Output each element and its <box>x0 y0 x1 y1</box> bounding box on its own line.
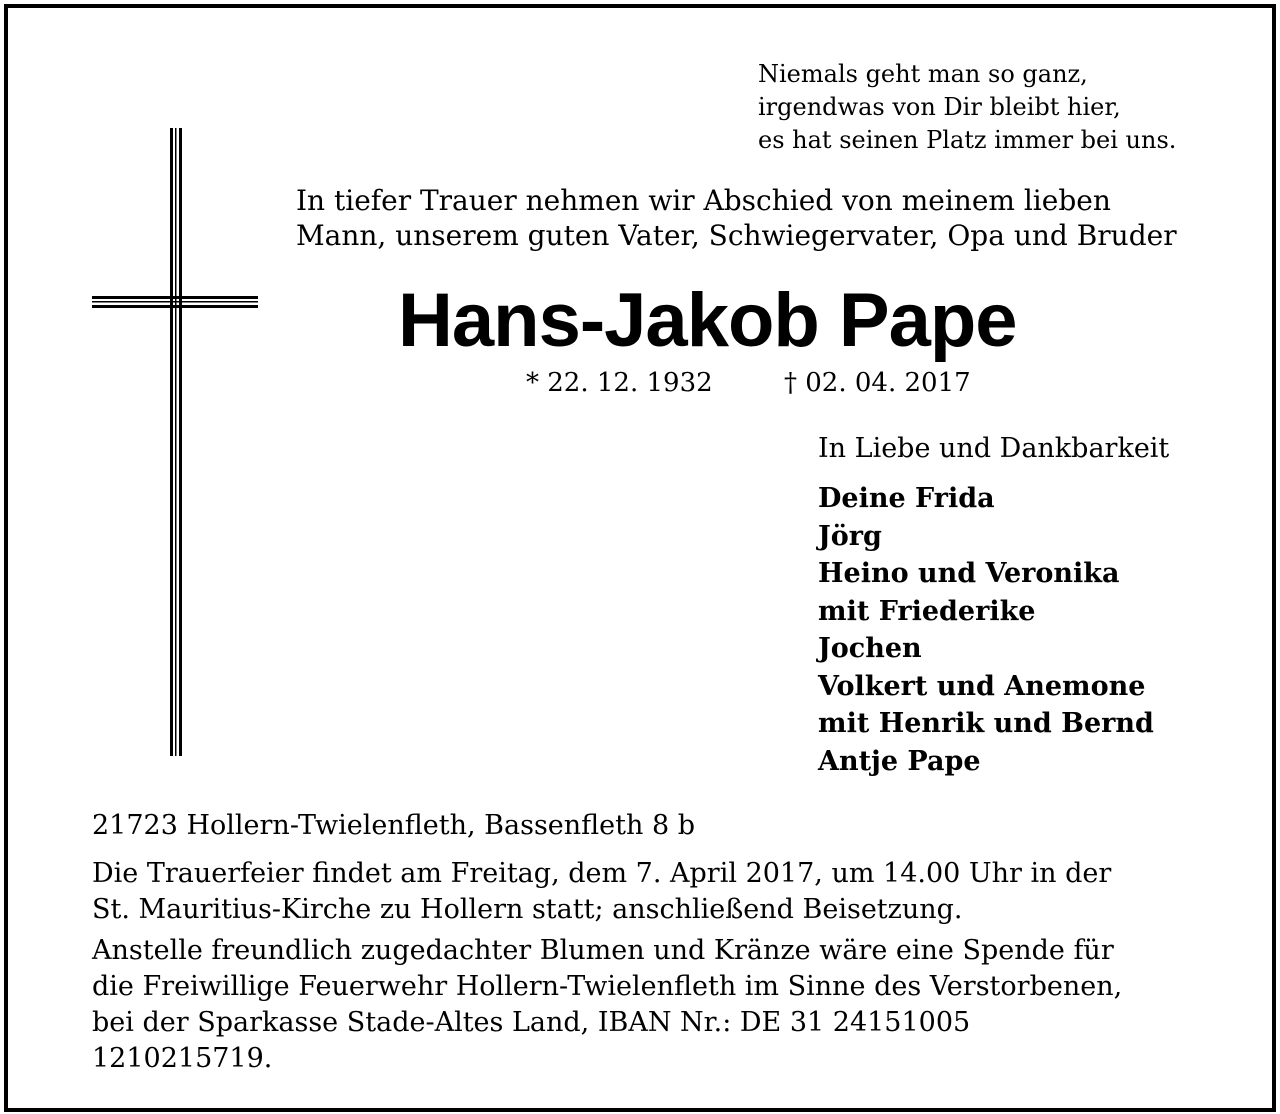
donation-line: Anstelle freundlich zugedachter Blumen und Kränze wäre eine Spende für <box>92 935 1114 966</box>
motto-verse <box>758 58 1176 157</box>
intro-line: In tiefer Trauer nehmen wir Abschied von meinem lieben <box>296 184 1111 217</box>
mourners-heading: In Liebe und Dankbarkeit <box>818 433 1170 464</box>
motto-line: es hat seinen Platz immer bei uns. <box>758 126 1177 154</box>
mourner-name: Antje Pape <box>818 745 981 777</box>
mourner-name: Deine Frida <box>818 483 995 514</box>
intro-line: Mann, unserem guten Vater, Schwiegervater, Opa und Bruder <box>296 219 1177 252</box>
obituary-frame <box>4 4 1276 1112</box>
family-address: 21723 Hollern-Twielenfleth, Bassenfleth 8 b <box>92 810 696 841</box>
birth-date: * 22. 12. 1932 <box>526 368 713 398</box>
donation-line: die Freiwillige Feuerwehr Hollern-Twielenfleth im Sinne des Verstorbenen, <box>92 971 1123 1002</box>
deceased-name: Hans-Jakob Pape <box>398 278 1017 363</box>
motto-line: irgendwas von Dir bleibt hier, <box>758 93 1121 121</box>
mourner-name: mit Friederike <box>818 595 1036 627</box>
mourner-name: Heino und Veronika <box>818 558 1120 589</box>
death-date: † 02. 04. 2017 <box>784 368 971 398</box>
intro-text <box>296 183 1177 253</box>
ceremony-notice <box>92 856 1111 928</box>
mourner-name: Volkert und Anemone <box>818 670 1146 702</box>
mourner-name: mit Henrik und Bernd <box>818 708 1154 739</box>
ceremony-line: St. Mauritius-Kirche zu Hollern statt; anschließend Beisetzung. <box>92 894 963 925</box>
donation-notice <box>92 933 1122 1077</box>
christian-cross-icon <box>92 128 258 756</box>
donation-line: bei der Sparkasse Stade-Altes Land, IBAN Nr.: DE 31 24151005 <box>92 1007 971 1038</box>
mourner-name: Jörg <box>818 520 882 552</box>
ceremony-line: Die Trauerfeier findet am Freitag, dem 7. April 2017, um 14.00 Uhr in der <box>92 858 1112 889</box>
motto-line: Niemals geht man so ganz, <box>758 60 1088 88</box>
mourners-list <box>818 480 1154 780</box>
mourner-name: Jochen <box>818 633 922 664</box>
donation-line: 1210215719. <box>92 1043 273 1074</box>
